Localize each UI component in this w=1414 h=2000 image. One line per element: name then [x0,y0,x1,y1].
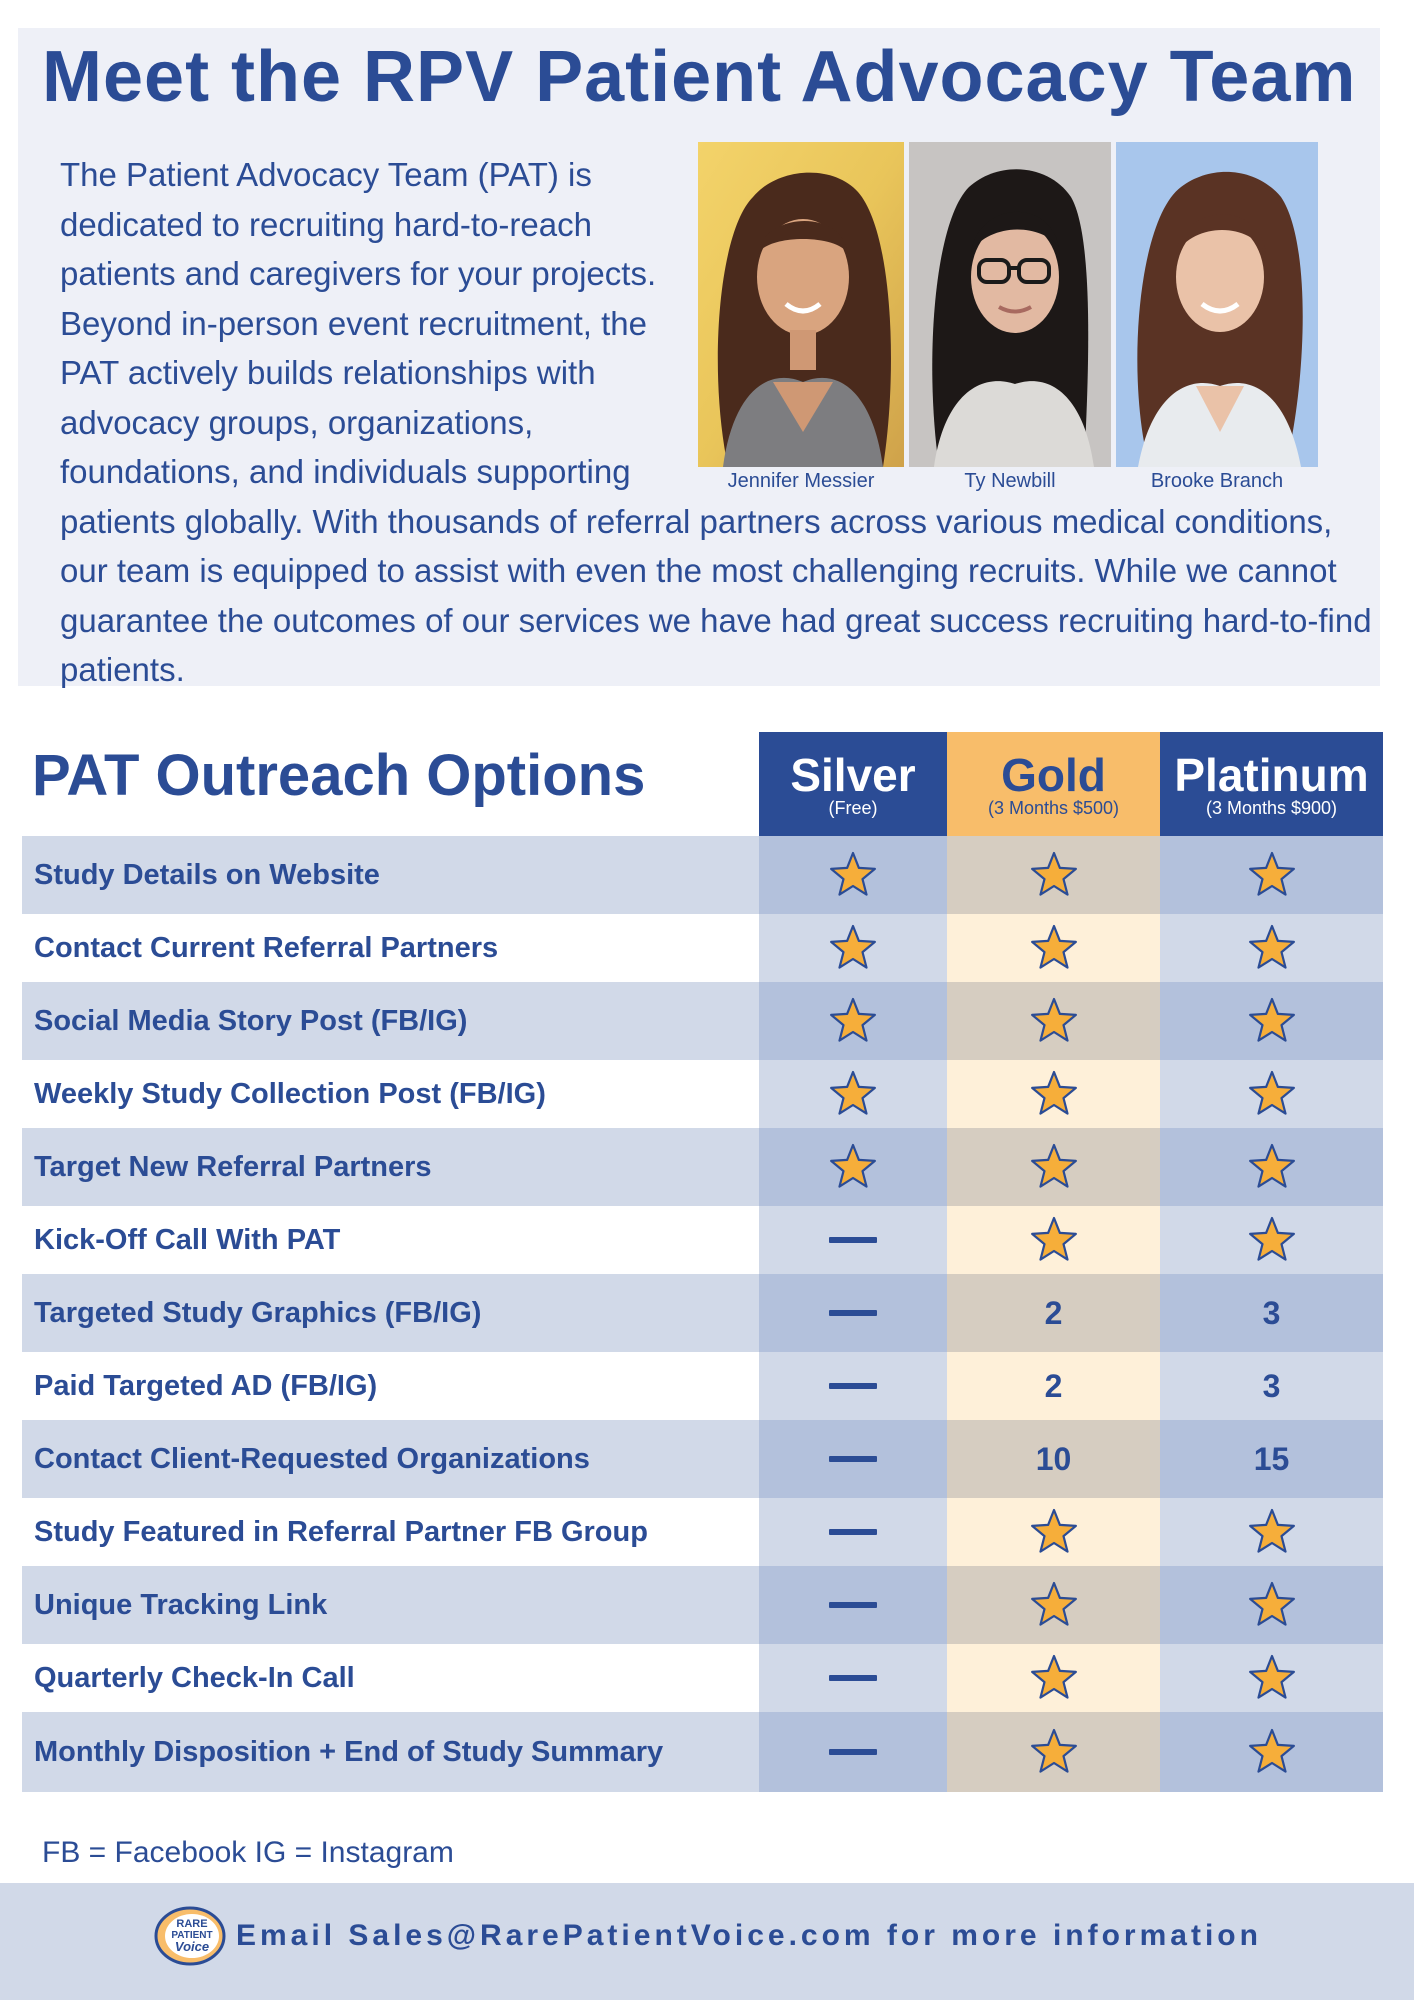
dash-icon [829,1383,877,1389]
svg-text:Voice: Voice [174,1939,210,1954]
dash-icon [829,1675,877,1681]
feature-label: Study Details on Website [34,858,380,891]
star-icon [1247,1142,1297,1192]
feature-row [22,836,1383,914]
feature-row [22,1352,1383,1420]
page-title: Meet the RPV Patient Advocacy Team [42,37,1357,117]
feature-row [22,1274,1383,1352]
feature-cell-silver [759,1566,947,1644]
star-icon [1029,1727,1079,1777]
tier-price-silver: (Free) [828,798,878,818]
star-icon [1247,923,1297,973]
feature-cell-silver [759,1060,947,1128]
tier-header-gold [947,732,1160,836]
star-icon [1029,1069,1079,1119]
dash-icon [829,1237,877,1243]
feature-cell-silver [759,1644,947,1712]
feature-label: Unique Tracking Link [34,1588,328,1621]
feature-cell-gold [947,1420,1160,1498]
star-icon [1247,1507,1297,1557]
feature-cell-platinum [1160,1566,1383,1644]
team-caption-2: Ty Newbill [964,470,1056,492]
feature-cell-silver [759,1352,947,1420]
tier-header-platinum [1160,732,1383,836]
svg-text:RARE: RARE [176,1918,208,1930]
star-icon [1247,1653,1297,1703]
star-icon [1029,1653,1079,1703]
contact-email-text[interactable]: Email Sales@RarePatientVoice.com for more information [236,1919,1262,1952]
tier-price-platinum: (3 Months $900) [1205,798,1338,818]
star-icon [828,850,878,900]
feature-cell-gold [947,1498,1160,1566]
tier-name-platinum: Platinum [1174,749,1369,801]
dash-icon [829,1749,877,1755]
feature-label: Monthly Disposition + End of Study Summary [34,1735,664,1768]
dash-icon [829,1602,877,1608]
feature-cell-gold [947,836,1160,914]
feature-row [22,1060,1383,1128]
dash-icon [829,1529,877,1535]
tier-price-gold: (3 Months $500) [987,798,1120,818]
feature-label: Targeted Study Graphics (FB/IG) [34,1296,482,1329]
star-icon [1029,1580,1079,1630]
feature-label: Target New Referral Partners [34,1150,432,1183]
feature-cell-gold [947,1274,1160,1352]
tier-name-silver: Silver [790,749,916,801]
feature-cell-gold [947,1060,1160,1128]
star-icon [1029,1507,1079,1557]
star-icon [1247,1069,1297,1119]
feature-row [22,1566,1383,1644]
footer-content [154,1901,1262,1971]
tier-name-gold: Gold [1001,749,1106,801]
feature-row [22,1420,1383,1498]
star-icon [828,1142,878,1192]
feature-cell-gold [947,914,1160,982]
feature-value: 3 [1262,1294,1281,1331]
star-icon [1247,1215,1297,1265]
feature-row [22,914,1383,982]
feature-cell-silver [759,982,947,1060]
feature-row [22,1712,1383,1792]
feature-row [22,1644,1383,1712]
svg-text:PATIENT: PATIENT [171,1930,213,1941]
tier-header-silver [759,732,947,836]
feature-cell-platinum [1160,1498,1383,1566]
feature-label: Quarterly Check-In Call [34,1661,355,1694]
star-icon [1029,850,1079,900]
feature-cell-gold [947,1128,1160,1206]
feature-label: Kick-Off Call With PAT [34,1223,341,1256]
feature-cell-gold [947,1206,1160,1274]
feature-value: 3 [1262,1367,1281,1404]
feature-cell-silver [759,1420,947,1498]
feature-value: 2 [1044,1294,1063,1331]
feature-value: 2 [1044,1367,1063,1404]
team-caption-3: Brooke Branch [1150,470,1284,492]
feature-row [22,1498,1383,1566]
feature-cell-platinum [1160,1644,1383,1712]
feature-label: Social Media Story Post (FB/IG) [34,1004,468,1037]
feature-cell-silver [759,836,947,914]
feature-value: 15 [1253,1440,1290,1477]
feature-cell-platinum [1160,1060,1383,1128]
feature-cell-platinum [1160,1352,1383,1420]
feature-label: Study Featured in Referral Partner FB Group [34,1515,648,1548]
feature-cell-silver [759,1712,947,1792]
feature-cell-platinum [1160,1128,1383,1206]
feature-cell-gold [947,1352,1160,1420]
options-title: PAT Outreach Options [32,743,646,808]
feature-cell-platinum [1160,982,1383,1060]
feature-cell-platinum [1160,1206,1383,1274]
feature-cell-gold [947,1644,1160,1712]
dash-icon [829,1310,877,1316]
feature-label: Weekly Study Collection Post (FB/IG) [34,1077,546,1110]
star-icon [1029,923,1079,973]
feature-cell-silver [759,1274,947,1352]
team-caption-1: Jennifer Messier [727,470,875,492]
feature-cell-gold [947,982,1160,1060]
feature-cell-gold [947,1566,1160,1644]
feature-cell-silver [759,1128,947,1206]
star-icon [1247,850,1297,900]
legend-note: FB = Facebook IG = Instagram [42,1836,454,1869]
feature-cell-gold [947,1712,1160,1792]
feature-label: Contact Current Referral Partners [34,931,499,964]
feature-label: Contact Client-Requested Organizations [34,1442,590,1475]
footer-bar [0,1883,1414,2000]
feature-row [22,1128,1383,1206]
star-icon [1029,1142,1079,1192]
feature-cell-platinum [1160,914,1383,982]
star-icon [1247,996,1297,1046]
rare-patient-voice-logo [154,1905,226,1967]
star-icon [828,923,878,973]
feature-row [22,982,1383,1060]
feature-value: 10 [1035,1440,1072,1477]
feature-row [22,1206,1383,1274]
star-icon [1247,1580,1297,1630]
feature-cell-silver [759,1206,947,1274]
feature-cell-silver [759,914,947,982]
star-icon [1029,996,1079,1046]
features-table [22,836,1383,1792]
feature-cell-platinum [1160,1420,1383,1498]
feature-cell-platinum [1160,1712,1383,1792]
feature-label: Paid Targeted AD (FB/IG) [34,1369,378,1402]
dash-icon [829,1456,877,1462]
intro-text: The Patient Advocacy Team (PAT) is dedicated to recruiting hard-to-reach patients and caregivers for your projects. Beyond in-person event recruitment, the PAT actively builds relationships with advocacy groups, organizations, foundations, and individuals supporting patients globally. With thousands of referral partners across various medical conditions, our team is equipped to assist with even the most challenging recruits. While we cannot guarantee the outcomes of our services we have had great success recruiting hard-to-find patients. [60,156,1372,688]
star-icon [1247,1727,1297,1777]
feature-cell-platinum [1160,1274,1383,1352]
star-icon [828,996,878,1046]
star-icon [828,1069,878,1119]
star-icon [1029,1215,1079,1265]
feature-cell-silver [759,1498,947,1566]
feature-cell-platinum [1160,836,1383,914]
